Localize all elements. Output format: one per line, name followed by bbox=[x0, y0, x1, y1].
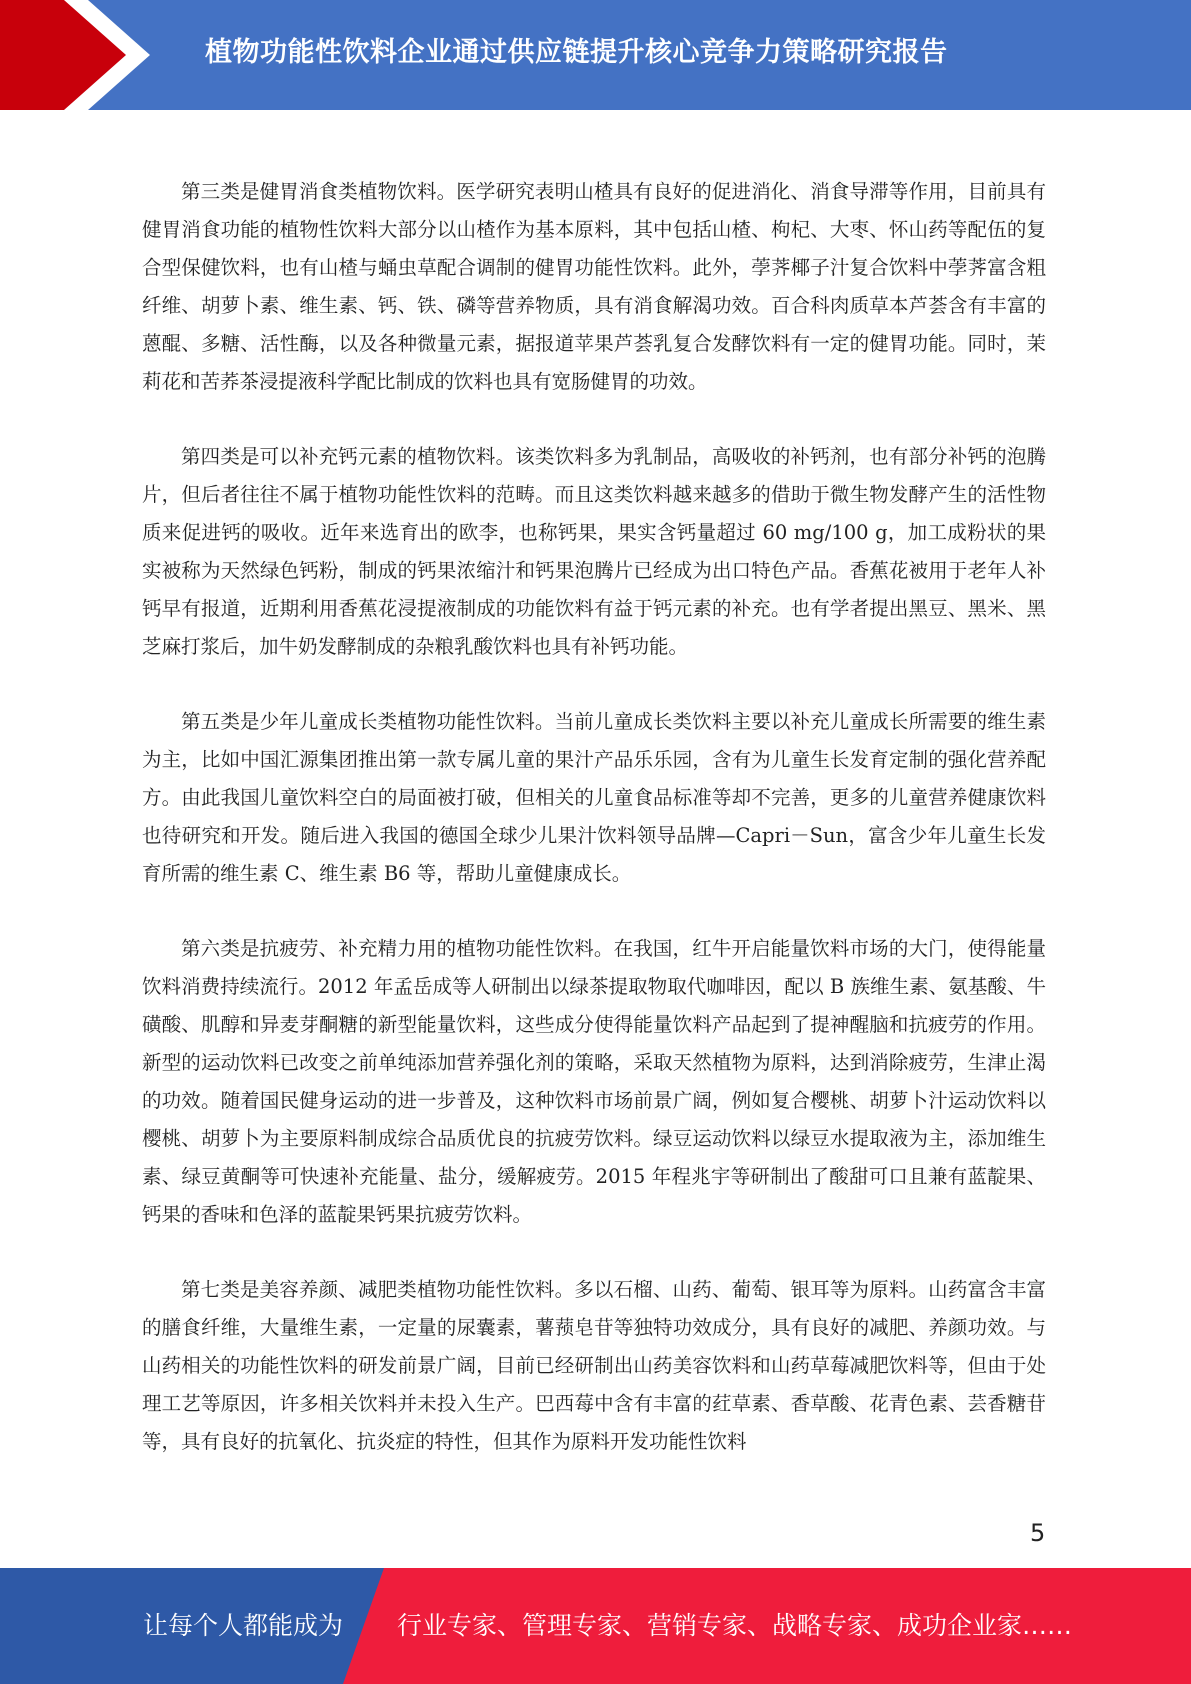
header-bar bbox=[0, 0, 1191, 110]
footer-slogan-left: 让每个人都能成为 bbox=[143, 1611, 344, 1640]
paragraph-category-7: 第七类是美容养颜、减肥类植物功能性饮料。多以石榴、山药、葡萄、银耳等为原料。山药富含丰富的膳食纤维，大量维生素，一定量的尿囊素，薯蓣皂苷等独特功效成分，具有良好的减肥、养颜功效。与山药相关的功能性饮料的研发前景广阔，目前已经研制出山药美容饮料和山药草莓减肥饮料等，但由于处理工艺等原因，许多相关饮料并未投入生产。巴西莓中含有丰富的荭草素、香草酸、花青色素、芸香糖苷等，具有良好的抗氧化、抗炎症的特性，但其作为原料开发功能性饮料 bbox=[142, 1278, 1046, 1453]
page-number: 5 bbox=[1030, 1519, 1046, 1547]
chevron-arrow-icon bbox=[0, 0, 160, 110]
report-title: 植物功能性饮料企业通过供应链提升核心竞争力策略研究报告 bbox=[205, 37, 948, 68]
body-content bbox=[142, 173, 1046, 1498]
footer-slogan-right: 行业专家、管理专家、营销专家、战略专家、成功企业家…… bbox=[397, 1611, 1073, 1640]
paragraph-category-4: 第四类是可以补充钙元素的植物饮料。该类饮料多为乳制品，高吸收的补钙剂，也有部分补钙的泡腾片，但后者往往不属于植物功能性饮料的范畴。而且这类饮料越来越多的借助于微生物发酵产生的活性物质来促进钙的吸收。近年来选育出的欧李，也称钙果，果实含钙量超过 60 mg/100 g，加工成粉状的果实被称为天然绿色钙粉，制成的钙果浓缩汁和钙果泡腾片已经成为出口特色产品。香蕉花被用于老年人补钙早有报道，近期利用香蕉花浸提液制成的功能饮料有益于钙元素的补充。也有学者提出黑豆、黑米、黑芝麻打浆后，加牛奶发酵制成的杂粮乳酸饮料也具有补钙功能。 bbox=[142, 445, 1046, 658]
paragraph-category-5: 第五类是少年儿童成长类植物功能性饮料。当前儿童成长类饮料主要以补充儿童成长所需要的维生素为主，比如中国汇源集团推出第一款专属儿童的果汁产品乐乐园，含有为儿童生长发育定制的强化营养配方。由此我国儿童饮料空白的局面被打破，但相关的儿童食品标准等却不完善，更多的儿童营养健康饮料也待研究和开发。随后进入我国的德国全球少儿果汁饮料领导品牌—Capri－Sun，富含少年儿童生长发育所需的维生素 C、维生素 B6 等，帮助儿童健康成长。 bbox=[142, 710, 1046, 885]
footer-bar bbox=[0, 1568, 1191, 1684]
paragraph-category-3: 第三类是健胃消食类植物饮料。医学研究表明山楂具有良好的促进消化、消食导滞等作用，目前具有健胃消食功能的植物性饮料大部分以山楂作为基本原料，其中包括山楂、枸杞、大枣、怀山药等配伍的复合型保健饮料，也有山楂与蛹虫草配合调制的健胃功能性饮料。此外，荸荠椰子汁复合饮料中荸荠富含粗纤维、胡萝卜素、维生素、钙、铁、磷等营养物质，具有消食解渴功效。百合科肉质草本芦荟含有丰富的蒽醌、多糖、活性酶，以及各种微量元素，据报道苹果芦荟乳复合发酵饮料有一定的健胃功能。同时，茉莉花和苦荞茶浸提液科学配比制成的饮料也具有宽肠健胃的功效。 bbox=[142, 180, 1046, 393]
paragraph-category-6: 第六类是抗疲劳、补充精力用的植物功能性饮料。在我国，红牛开启能量饮料市场的大门，使得能量饮料消费持续流行。2012 年孟岳成等人研制出以绿茶提取物取代咖啡因，配以 B 族维生素、氨基酸、牛磺酸、肌醇和异麦芽酮糖的新型能量饮料，这些成分使得能量饮料产品起到了提神醒脑和抗疲劳的作用。新型的运动饮料已改变之前单纯添加营养强化剂的策略，采取天然植物为原料，达到消除疲劳，生津止渴的功效。随着国民健身运动的进一步普及，这种饮料市场前景广阔，例如复合樱桃、胡萝卜汁运动饮料以樱桃、胡萝卜为主要原料制成综合品质优良的抗疲劳饮料。绿豆运动饮料以绿豆水提取液为主，添加维生素、绿豆黄酮等可快速补充能量、盐分，缓解疲劳。2015 年程兆宇等研制出了酸甜可口且兼有蓝靛果、钙果的香味和色泽的蓝靛果钙果抗疲劳饮料。 bbox=[142, 937, 1046, 1226]
